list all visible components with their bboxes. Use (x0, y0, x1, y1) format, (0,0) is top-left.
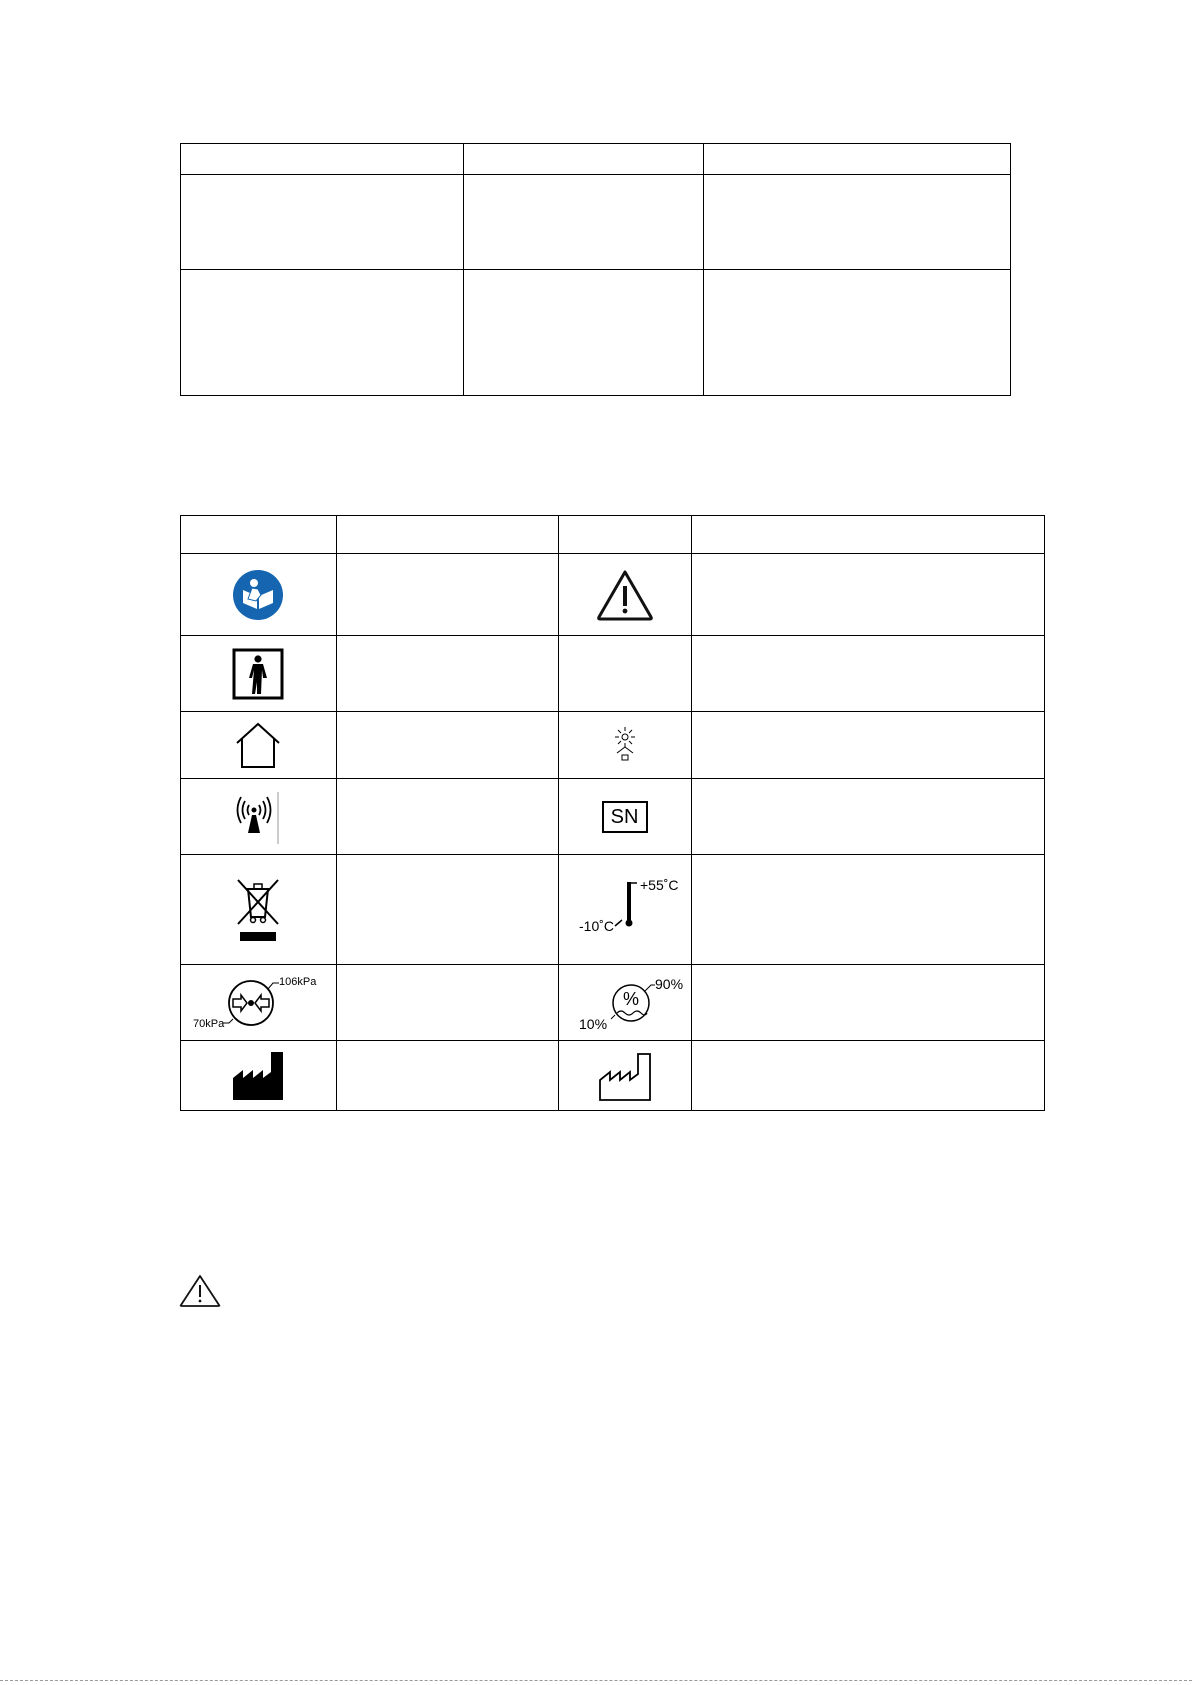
weee-disposal-icon (234, 877, 282, 943)
header-cell (181, 516, 337, 554)
humidity-limit-icon (565, 973, 685, 1033)
symbol-row (181, 855, 1045, 965)
symbol-description (691, 1041, 1044, 1111)
symbol-description (336, 636, 558, 712)
humidity-low-label: 10% (578, 1015, 607, 1032)
spec-table-row (181, 144, 1011, 175)
spec-cell (463, 144, 704, 175)
humidity-symbol: % (622, 988, 639, 1009)
symbol-row (181, 1041, 1045, 1111)
temp-low-label: -10˚C (578, 917, 614, 934)
symbol-description (336, 855, 558, 965)
page-bottom-border (0, 1680, 1192, 1681)
temperature-limit-icon (565, 878, 685, 942)
spec-cell (463, 175, 704, 270)
pressure-high-label: 106kPa (279, 975, 317, 988)
keep-away-from-sunlight-icon (605, 725, 645, 765)
caution-triangle-icon (179, 1274, 221, 1308)
symbol-row (181, 965, 1045, 1041)
non-ionizing-radiation-icon (234, 788, 282, 846)
symbol-row (181, 712, 1045, 779)
symbol-description (336, 779, 558, 855)
header-cell (336, 516, 558, 554)
symbol-row (181, 779, 1045, 855)
type-bf-applied-part-icon (232, 648, 284, 700)
symbol-description (691, 965, 1044, 1041)
symbol-row (181, 636, 1045, 712)
symbol-description (691, 712, 1044, 779)
symbol-description (336, 965, 558, 1041)
symbol-description (336, 554, 558, 636)
temp-high-label: +55˚C (639, 877, 679, 893)
spec-cell (704, 270, 1011, 396)
spec-cell (463, 270, 704, 396)
indoor-use-icon (233, 721, 283, 769)
spec-table-row (181, 270, 1011, 396)
spec-table-row (181, 175, 1011, 270)
atmospheric-pressure-limit-icon (193, 973, 323, 1033)
spec-cell (181, 175, 464, 270)
empty-icon-cell (558, 636, 691, 712)
symbol-description (336, 712, 558, 779)
humidity-high-label: 90% (654, 975, 683, 992)
manufacturer-icon (231, 1050, 285, 1102)
serial-number-icon: SN (602, 801, 648, 833)
header-cell (558, 516, 691, 554)
symbol-row (181, 554, 1045, 636)
symbol-table-header (181, 516, 1045, 554)
read-manual-icon (232, 569, 284, 621)
header-cell (691, 516, 1044, 554)
symbol-description (691, 855, 1044, 965)
symbol-description (691, 554, 1044, 636)
symbol-description (336, 1041, 558, 1111)
spec-cell (181, 270, 464, 396)
warning-notice (179, 1274, 221, 1313)
spec-cell (704, 144, 1011, 175)
pressure-low-label: 70kPa (193, 1017, 225, 1030)
specification-table (180, 143, 1011, 396)
symbol-table (180, 515, 1045, 1111)
date-of-manufacture-icon (597, 1050, 653, 1102)
symbol-description (691, 636, 1044, 712)
symbol-description (691, 779, 1044, 855)
spec-cell (181, 144, 464, 175)
caution-triangle-icon (596, 569, 654, 621)
spec-cell (704, 175, 1011, 270)
